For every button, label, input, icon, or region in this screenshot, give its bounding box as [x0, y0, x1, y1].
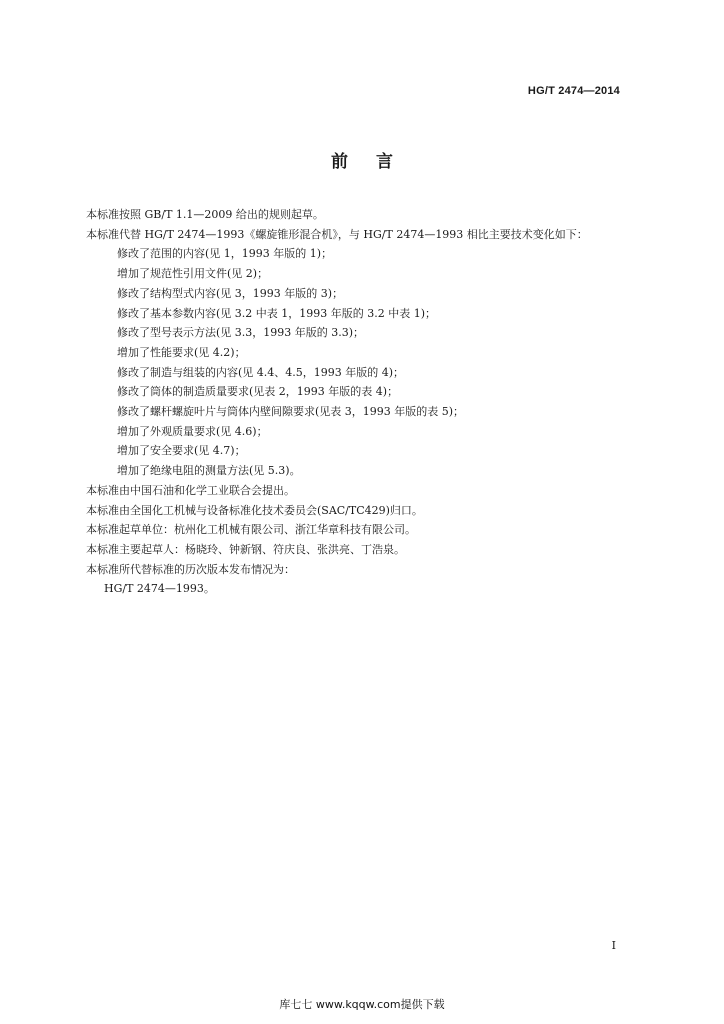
page-number: I: [611, 939, 616, 952]
list-item: 增加了外观质量要求(见 4.6)；: [117, 424, 268, 438]
document-code: HG/T 2474—2014: [527, 85, 620, 97]
list-item: 修改了筒体的制造质量要求(见表 2，1993 年版的表 4)；: [117, 385, 399, 399]
page-title: 前言: [331, 152, 421, 172]
list-item: 修改了结构型式内容(见 3，1993 年版的 3)；: [117, 286, 344, 300]
paragraph-drafters: 本标准主要起草人：杨晓玲、钟新钢、符庆良、张洪亮、丁浩泉。: [86, 542, 405, 556]
paragraph-committee: 本标准由全国化工机械与设备标准化技术委员会(SAC/TC429)归口。: [86, 503, 423, 517]
list-item: 修改了螺杆螺旋叶片与筒体内壁间隙要求(见表 3，1993 年版的表 5)；: [117, 405, 465, 419]
paragraph-replacement: 本标准代替 HG/T 2474—1993《螺旋锥形混合机》，与 HG/T 2474—1993 相比主要技术变化如下：: [86, 227, 588, 241]
list-item: 增加了安全要求(见 4.7)；: [117, 444, 246, 458]
list-item: 增加了绝缘电阻的测量方法(见 5.3)。: [117, 464, 301, 478]
list-item: 修改了基本参数内容(见 3.2 中表 1，1993 年版的 3.2 中表 1)；: [117, 306, 437, 320]
foreword-body: [62, 205, 622, 599]
list-item: 修改了型号表示方法(见 3.3，1993 年版的 3.3)；: [117, 326, 365, 340]
list-item: 修改了范围的内容(见 1，1993 年版的 1)；: [117, 247, 333, 261]
list-item: 修改了制造与组装的内容(见 4.4、4.5，1993 年版的 4)；: [117, 365, 405, 379]
list-item: 增加了性能要求(见 4.2)；: [117, 345, 246, 359]
paragraph-drafting-rules: 本标准按照 GB/T 1.1—2009 给出的规则起草。: [86, 208, 324, 221]
paragraph-drafting-units: 本标准起草单位：杭州化工机械有限公司、浙江华章科技有限公司。: [86, 523, 416, 537]
list-item: 增加了规范性引用文件(见 2)；: [117, 267, 269, 281]
paragraph-proposer: 本标准由中国石油和化学工业联合会提出。: [86, 483, 295, 497]
previous-edition-item: HG/T 2474—1993。: [104, 582, 215, 596]
paragraph-previous-editions: 本标准所代替标准的历次版本发布情况为：: [86, 562, 295, 576]
download-watermark: 库七七 www.kqqw.com提供下载: [279, 998, 445, 1011]
